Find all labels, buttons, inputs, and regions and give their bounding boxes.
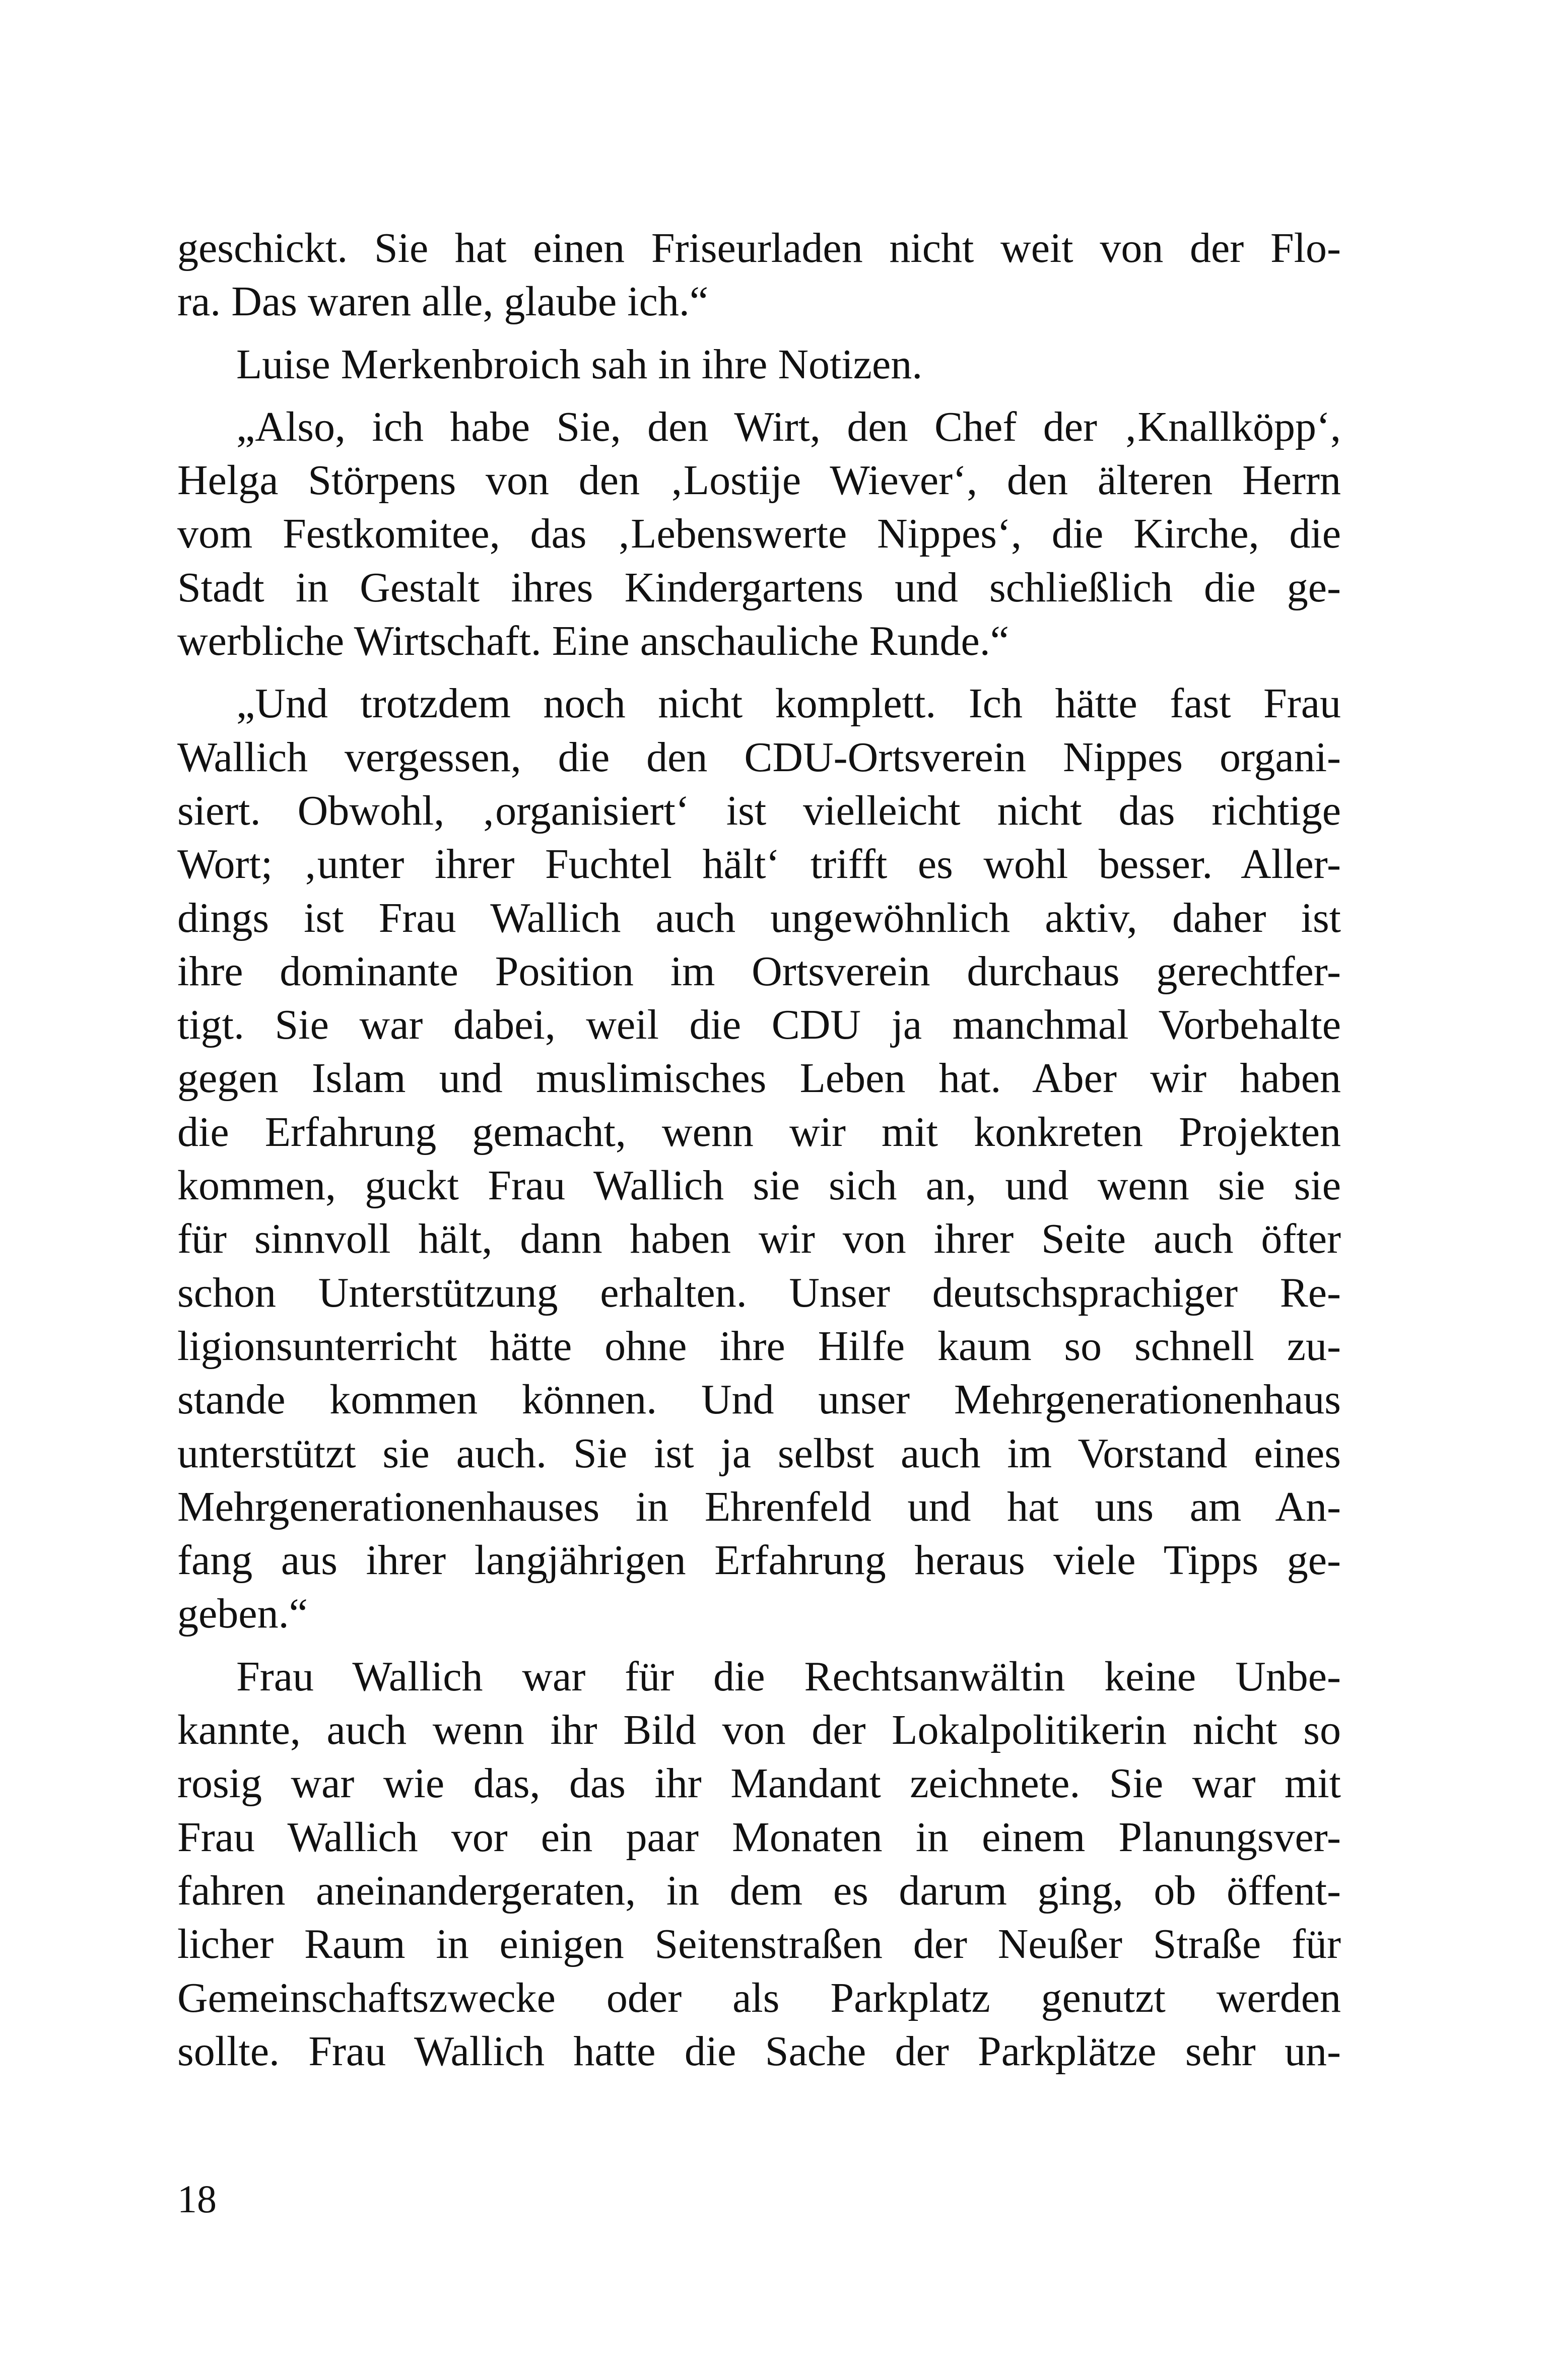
- text-line: ihre dominante Position im Ortsverein durchaus gerechtfer-: [177, 947, 1341, 995]
- text-line: siert. Obwohl, ‚organisiert‘ ist vielleicht nicht das richtige: [177, 787, 1341, 834]
- text-line: Frau Wallich vor ein paar Monaten in einem Planungsver-: [177, 1813, 1341, 1861]
- text-line: kannte, auch wenn ihr Bild von der Lokalpolitikerin nicht so: [177, 1707, 1341, 1754]
- text-line: stande kommen können. Und unser Mehrgenerationenhaus: [177, 1376, 1341, 1423]
- text-line: dings ist Frau Wallich auch ungewöhnlich aktiv, daher ist: [177, 894, 1341, 941]
- text-line: gegen Islam und muslimisches Leben hat. Aber wir haben: [177, 1055, 1341, 1102]
- text-line: geschickt. Sie hat einen Friseurladen nicht weit von der Flo-: [177, 225, 1341, 271]
- text-line: unterstützt sie auch. Sie ist ja selbst auch im Vorstand eines: [177, 1430, 1341, 1477]
- text-line: fahren aneinandergeraten, in dem es darum ging, ob öffent-: [177, 1867, 1341, 1914]
- text-line: sollte. Frau Wallich hatte die Sache der Parkplätze sehr un-: [177, 2027, 1341, 2075]
- text-line: „Und trotzdem noch nicht komplett. Ich hätte fast Frau: [236, 680, 1341, 727]
- paragraph-1: [177, 222, 1341, 329]
- text-line: werbliche Wirtschaft. Eine anschauliche Runde.“: [177, 618, 1009, 665]
- text-line: Wallich vergessen, die den CDU-Ortsverein Nippes organi-: [177, 733, 1341, 781]
- text-line: kommen, guckt Frau Wallich sie sich an, und wenn sie sie: [177, 1162, 1341, 1209]
- text-line: Helga Störpens von den ‚Lostije Wiever‘, den älteren Herrn: [177, 457, 1341, 504]
- text-line: fang aus ihrer langjährigen Erfahrung heraus viele Tipps ge-: [177, 1537, 1341, 1584]
- text-line: Frau Wallich war für die Rechtsanwältin keine Unbe-: [236, 1653, 1341, 1700]
- page-number: 18: [177, 2177, 217, 2221]
- body-text: [177, 222, 1341, 2078]
- paragraph-4: [177, 677, 1341, 1641]
- text-line: ra. Das waren alle, glaube ich.“: [177, 278, 709, 325]
- text-line: Stadt in Gestalt ihres Kindergartens und schließlich die ge-: [177, 564, 1341, 611]
- paragraph-2: [177, 338, 1341, 391]
- text-line: rosig war wie das, das ihr Mandant zeichnete. Sie war mit: [177, 1760, 1341, 1807]
- text-line: Mehrgenerationenhauses in Ehrenfeld und hat uns am An-: [177, 1483, 1341, 1530]
- text-line: für sinnvoll hält, dann haben wir von ihrer Seite auch öfter: [177, 1215, 1341, 1263]
- paragraph-3: [177, 400, 1341, 668]
- text-line: Gemeinschaftszwecke oder als Parkplatz genutzt werden: [177, 1974, 1341, 2021]
- text-line: die Erfahrung gemacht, wenn wir mit konkreten Projekten: [177, 1108, 1341, 1155]
- text-line: Luise Merkenbroich sah in ihre Notizen.: [236, 341, 923, 388]
- text-line: vom Festkomitee, das ‚Lebenswerte Nippes‘, die Kirche, die: [177, 510, 1341, 558]
- text-line: schon Unterstützung erhalten. Unser deutschsprachiger Re-: [177, 1269, 1341, 1316]
- text-line: licher Raum in einigen Seitenstraßen der Neußer Straße für: [177, 1921, 1341, 1968]
- text-line: geben.“: [177, 1590, 308, 1638]
- text-line: Wort; ‚unter ihrer Fuchtel hält‘ trifft es wohl besser. Aller-: [177, 841, 1341, 888]
- text-line: ligionsunterricht hätte ohne ihre Hilfe kaum so schnell zu-: [177, 1322, 1341, 1370]
- paragraph-5: [177, 1650, 1341, 2078]
- text-line: „Also, ich habe Sie, den Wirt, den Chef der ‚Knallköpp‘,: [236, 403, 1341, 450]
- text-line: tigt. Sie war dabei, weil die CDU ja manchmal Vorbehalte: [177, 1001, 1341, 1049]
